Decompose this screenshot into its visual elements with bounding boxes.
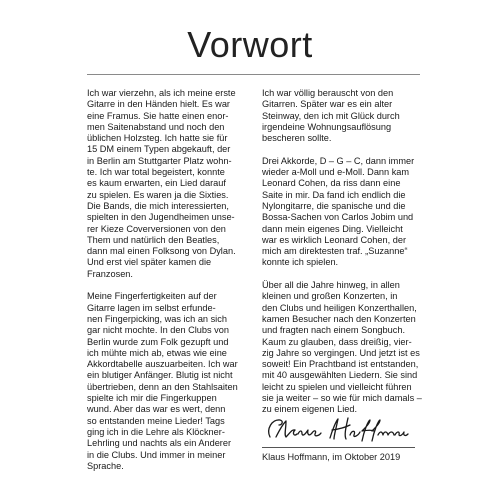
text-line: kleinen und großen Konzerten, in: [262, 291, 398, 302]
page-title: Vorwort: [187, 24, 313, 65]
text-line: Drei Akkorde, D – G – C, dann immer: [262, 155, 415, 166]
text-line: Gitarren. Später war es ein alter: [262, 99, 393, 110]
text-line: rer Kieze Coverversionen von den: [87, 223, 226, 234]
text-line: und fragten nach einem Songbuch.: [262, 325, 406, 336]
text-line: Über all die Jahre hinweg, in allen: [262, 280, 400, 291]
signature-handwriting: [262, 415, 412, 445]
text-line: mich am direktesten traf. „Suzanne“: [262, 246, 408, 257]
text-line: Gitarre in den Händen hielt. Es war: [87, 99, 230, 110]
text-line: den Clubs und heiligen Konzerthallen,: [262, 302, 417, 313]
text-line: war es wirklich Leonard Cohen, der: [262, 234, 407, 245]
text-line: Franzosen.: [87, 268, 133, 279]
text-line: sie ja weiter – so wie für mich damals –: [262, 393, 422, 404]
text-line: leicht zu spielen und vielleicht führen: [262, 381, 412, 392]
text-line: Gitarre lagen im selbst erfunde-: [87, 302, 216, 313]
text-line: soweit! Ein Prachtband ist entstanden,: [262, 359, 419, 370]
text-line: spielte ich mir die Fingerkuppen: [87, 393, 217, 404]
text-line: ging ich in die Lehre als Klöckner-: [87, 426, 225, 437]
paragraph: [87, 88, 245, 280]
text-line: mit 40 ausgewählten Liedern. Sie sind: [262, 370, 418, 381]
paragraph: [262, 88, 422, 144]
text-line: Steinway, den ich mit Glück durch: [262, 110, 400, 121]
text-line: wieder a-Moll und e-Moll. Dann kam: [262, 167, 410, 178]
text-line: zu spielen. Es waren ja die Sixties.: [87, 189, 229, 200]
text-line: Ich war vierzehn, als ich meine erste: [87, 88, 236, 98]
right-text-column: [262, 88, 422, 427]
text-line: Them und natürlich den Beatles,: [87, 234, 220, 245]
text-line: gar nicht mochte. In den Clubs von: [87, 325, 229, 336]
text-line: zu einem eigenen Lied.: [262, 404, 358, 415]
signature: [262, 415, 422, 447]
text-line: Die Bands, die mich interessierten,: [87, 200, 229, 211]
text-line: Nylongitarre, die spanische und die: [262, 200, 406, 211]
signature-caption: Klaus Hoffmann, im Oktober 2019: [262, 452, 401, 462]
text-line: Lehrling und nachts als ein Anderer: [87, 438, 232, 449]
text-line: konnte ich spielen.: [262, 257, 339, 268]
text-line: bescheren sollte.: [262, 133, 332, 144]
text-line: 15 DM einem Typen abgekauft, der: [87, 144, 231, 155]
text-line: men Saitenabstand und noch den: [87, 121, 225, 132]
text-line: Akkordtabelle auszuarbeiten. Ich war: [87, 359, 238, 370]
text-line: irgendeine Wohnungsauflösung: [262, 121, 392, 132]
text-line: Bossa-Sachen von Carlos Jobim und: [262, 212, 414, 223]
text-line: Und erst viel später kamen die: [87, 257, 212, 268]
text-line: wund. Aber das war es wert, denn: [87, 404, 226, 415]
paragraph: [262, 156, 422, 269]
text-line: ein blutiger Anfänger. Blutig ist nicht: [87, 370, 233, 381]
text-line: Meine Fingerfertigkeiten auf der: [87, 291, 217, 302]
text-line: dann mal einen Folksong von Dylan.: [87, 246, 236, 257]
text-line: spielten in den Jugendheimen unse-: [87, 212, 235, 223]
text-line: zig Jahre so vergingen. Und jetzt ist es: [262, 347, 420, 358]
text-line: ich mühte mich ab, etwas wie eine: [87, 347, 227, 358]
paragraph: [87, 291, 245, 472]
text-line: übertrieben, denn an den Stahlsaiten: [87, 381, 238, 392]
paragraph: [262, 280, 422, 416]
text-line: üblichen Holzsteg. Ich hatte sie für: [87, 133, 228, 144]
text-line: Leonard Cohen, da riss dann eine: [262, 178, 401, 189]
text-line: nen Fingerpicking, was ich an sich: [87, 313, 227, 324]
text-line: Berlin wurde zum Folk gezupft und: [87, 336, 229, 347]
signature-rule: [262, 447, 415, 448]
text-line: so entstanden meine Lieder! Tags: [87, 415, 225, 426]
left-text-column: [87, 88, 245, 483]
text-line: Kaum zu glauben, dass dreißig, vier-: [262, 336, 412, 347]
text-line: in Berlin am Stuttgarter Platz wohn-: [87, 155, 232, 166]
title-rule: [87, 74, 420, 75]
text-line: Sprache.: [87, 460, 124, 471]
text-line: dann mein eigenes Ding. Vielleicht: [262, 223, 403, 234]
text-line: es kaum erwarten, ein Lied darauf: [87, 178, 226, 189]
text-line: kamen Besucher nach den Konzerten: [262, 313, 416, 324]
text-line: eine Framus. Sie hatte einen enor-: [87, 110, 229, 121]
text-line: in die Clubs. Und immer in meiner: [87, 449, 226, 460]
text-line: Ich war völlig berauscht von den: [262, 88, 394, 98]
text-line: te. Ich war total begeistert, konnte: [87, 167, 225, 178]
text-line: Saite in mir. Da fand ich endlich die: [262, 189, 406, 200]
